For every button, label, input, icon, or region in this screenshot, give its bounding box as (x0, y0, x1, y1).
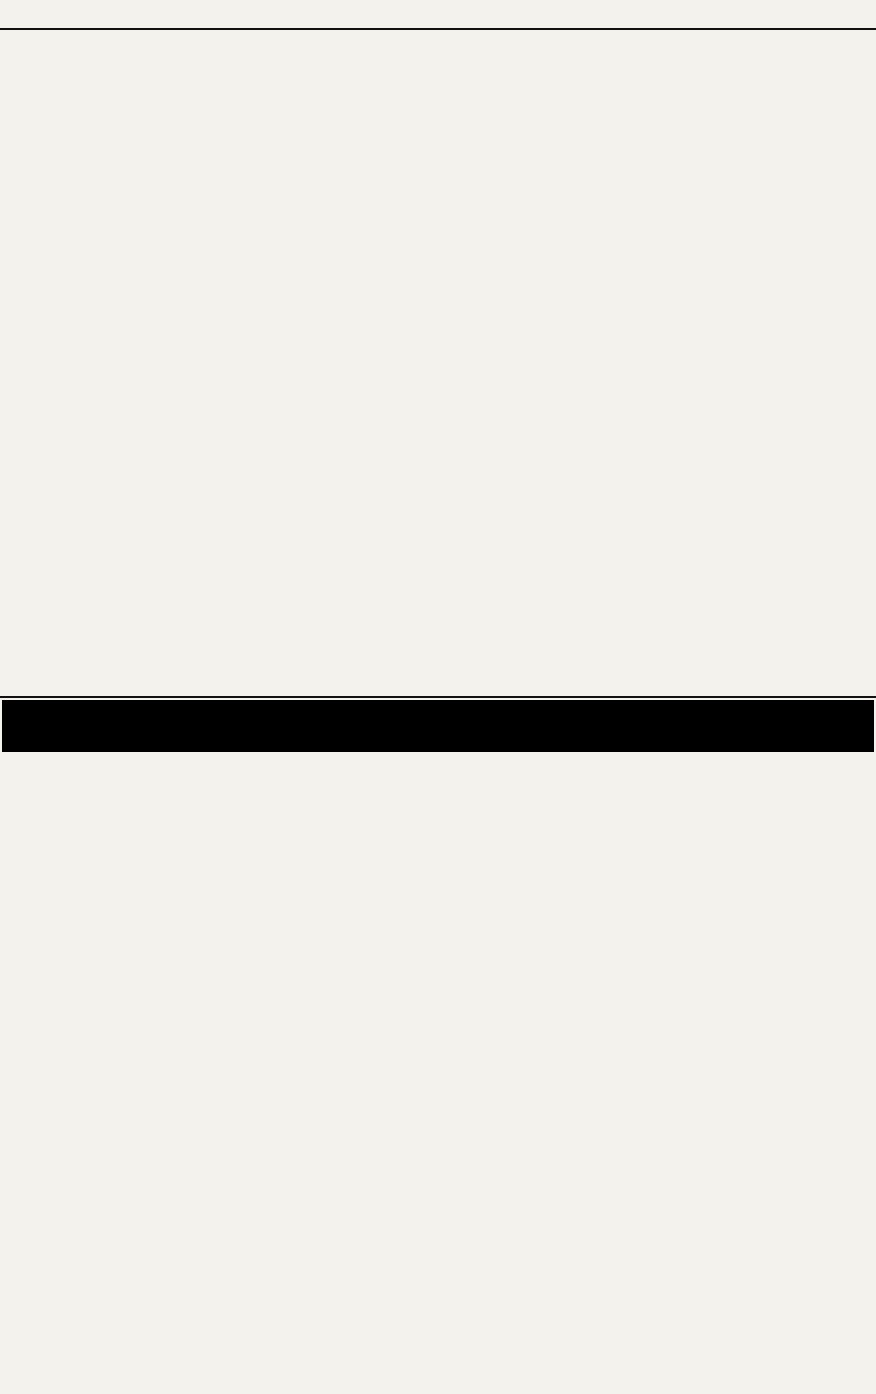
banner-subline (2, 754, 874, 768)
home-service-guide-banner (2, 700, 874, 752)
help-wanted-section (2, 34, 874, 694)
page-header (0, 0, 876, 28)
header-rule (0, 28, 876, 30)
home-service-section (2, 770, 874, 1388)
section-divider (0, 696, 876, 698)
